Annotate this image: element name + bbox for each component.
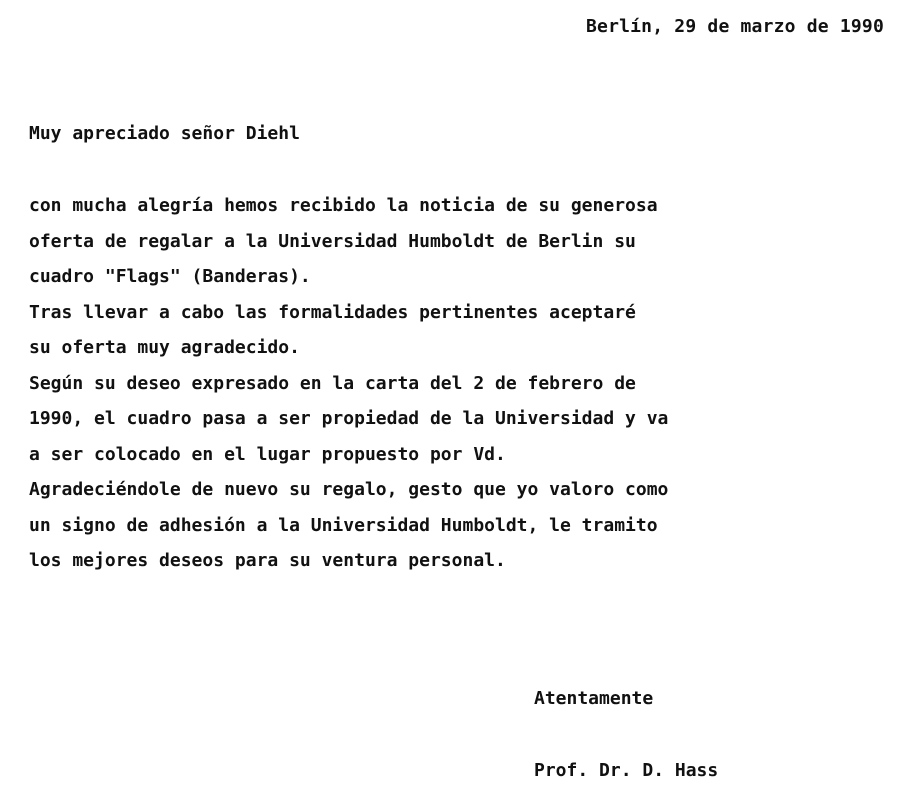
body-line: los mejores deseos para su ventura personal. <box>29 550 506 571</box>
body-line: 1990, el cuadro pasa a ser propiedad de la Universidad y va <box>29 408 669 429</box>
body-line: a ser colocado en el lugar propuesto por Vd. <box>29 443 506 465</box>
letter-date: Berlín, 29 de marzo de 1990 <box>586 16 884 37</box>
letter-body <box>29 193 668 584</box>
letter-closing: Atentamente <box>534 688 654 709</box>
letter-signature: Prof. Dr. D. Hass <box>534 760 719 781</box>
body-line: con mucha alegría hemos recibido la noticia de su generosa <box>29 195 658 216</box>
body-line: oferta de regalar a la Universidad Humboldt de Berlin su <box>29 230 636 252</box>
letter-salutation: Muy apreciado señor Diehl <box>29 123 300 144</box>
body-line: Tras llevar a cabo las formalidades pertinentes aceptaré <box>29 301 636 323</box>
body-line: un signo de adhesión a la Universidad Humboldt, le tramito <box>29 514 658 536</box>
body-line: Agradeciéndole de nuevo su regalo, gesto que yo valoro como <box>29 479 669 500</box>
body-line: su oferta muy agradecido. <box>29 337 300 358</box>
body-line: Según su deseo expresado en la carta del 2 de febrero de <box>29 372 636 394</box>
body-line: cuadro "Flags" (Banderas). <box>29 266 311 287</box>
